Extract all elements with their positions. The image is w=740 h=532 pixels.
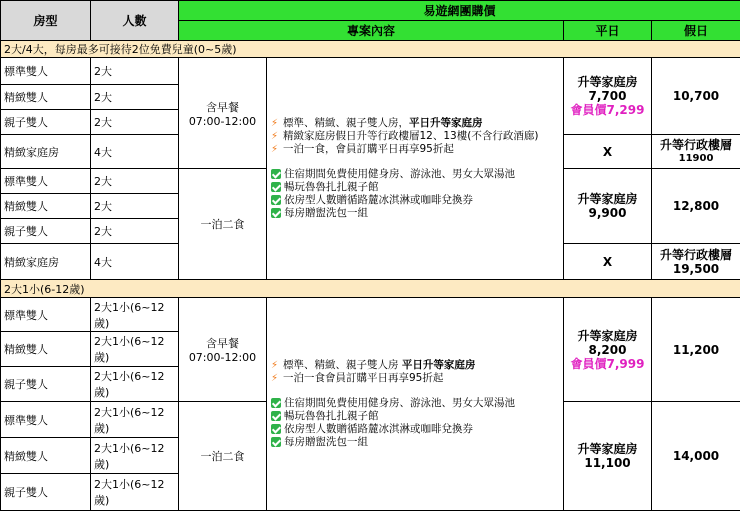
upgrade-label: 升等家庭房 xyxy=(577,442,638,456)
content-line: 標準、精緻、親子雙人房，平日升等家庭房 xyxy=(283,117,483,129)
check-icon xyxy=(271,208,281,218)
check-icon xyxy=(271,182,281,192)
upgrade-label: 升等家庭房 xyxy=(577,328,638,343)
weekday-price: X xyxy=(564,135,652,169)
header-content: 專案內容 xyxy=(179,21,564,41)
guest-count: 2大1小(6~12歲) xyxy=(91,298,179,332)
upgrade-label: 升等行政樓層 xyxy=(660,137,733,152)
section-title: 2大1小(6-12歲) xyxy=(1,280,740,298)
plan-name: 含早餐 xyxy=(206,100,239,114)
section-title: 2大/4大，每房最多可接待2位免費兒童(0~5歲) xyxy=(1,41,740,58)
guest-count: 2大 xyxy=(91,110,179,135)
holiday-price: 10,700 xyxy=(652,58,740,135)
plan-breakfast-cell xyxy=(179,298,267,402)
lightning-icon: ⚡ xyxy=(271,360,279,371)
guest-count: 4大 xyxy=(91,135,179,169)
room-type: 標準雙人 xyxy=(1,169,91,194)
room-type: 親子雙人 xyxy=(1,474,91,511)
lightning-icon: ⚡ xyxy=(271,144,279,155)
check-icon xyxy=(271,411,281,421)
check-icon xyxy=(271,424,281,434)
content-line: 暢玩魯魯扎扎親子館 xyxy=(284,410,379,422)
weekday-price-cell xyxy=(564,58,652,135)
content-line: 每房贈盥洗包一組 xyxy=(284,207,368,219)
room-type: 精緻家庭房 xyxy=(1,135,91,169)
room-type: 精緻雙人 xyxy=(1,332,91,367)
plan-content-cell xyxy=(267,298,564,511)
member-price: 會員價7,299 xyxy=(570,103,645,117)
guest-count: 2大 xyxy=(91,85,179,110)
plan-dinner: 一泊二食 xyxy=(179,402,267,511)
upgrade-label: 升等家庭房 xyxy=(577,75,638,89)
holiday-price: 11900 xyxy=(678,152,714,164)
weekday-price-cell xyxy=(564,298,652,402)
guest-count: 2大 xyxy=(91,219,179,244)
room-type: 親子雙人 xyxy=(1,367,91,402)
guest-count: 2大 xyxy=(91,58,179,85)
lightning-icon: ⚡ xyxy=(271,118,279,129)
content-line: 依房型人數贈循路麓冰淇淋或咖啡兌換券 xyxy=(284,423,473,435)
room-type: 標準雙人 xyxy=(1,298,91,332)
holiday-price: 12,800 xyxy=(652,169,740,244)
room-type: 親子雙人 xyxy=(1,110,91,135)
upgrade-label: 升等行政樓層 xyxy=(660,247,733,262)
weekday-price: 7,700 xyxy=(588,89,627,103)
holiday-price: 14,000 xyxy=(652,402,740,511)
weekday-price: 8,200 xyxy=(588,342,627,357)
room-type: 親子雙人 xyxy=(1,219,91,244)
guest-count: 2大1小(6~12歲) xyxy=(91,332,179,367)
guest-count: 2大1小(6~12歲) xyxy=(91,474,179,511)
holiday-price: 11,200 xyxy=(652,298,740,402)
content-line: 住宿期間免費使用健身房、游泳池、男女大眾湯池 xyxy=(284,168,515,180)
guest-count: 2大1小(6~12歲) xyxy=(91,438,179,474)
weekday-price-cell xyxy=(564,402,652,511)
header-weekday: 平日 xyxy=(564,21,652,41)
guest-count: 2大1小(6~12歲) xyxy=(91,367,179,402)
weekday-price: 11,100 xyxy=(584,456,631,470)
room-type: 標準雙人 xyxy=(1,402,91,438)
content-line: 依房型人數贈循路麓冰淇淋或咖啡兌換券 xyxy=(284,194,473,206)
plan-breakfast-cell xyxy=(179,58,267,169)
weekday-price: 9,900 xyxy=(588,206,627,220)
room-type: 標準雙人 xyxy=(1,58,91,85)
holiday-price: 19,500 xyxy=(672,261,720,276)
weekday-price: X xyxy=(564,244,652,280)
check-icon xyxy=(271,195,281,205)
header-site-price: 易遊網團購價 xyxy=(179,1,740,21)
plan-time: 07:00-12:00 xyxy=(188,114,257,128)
plan-content-cell xyxy=(267,58,564,280)
guest-count: 2大 xyxy=(91,194,179,219)
member-price: 會員價7,999 xyxy=(570,356,645,371)
content-line: 一泊一食，會員訂購平日再享95折起 xyxy=(283,143,454,155)
check-icon xyxy=(271,437,281,447)
check-icon xyxy=(271,169,281,179)
room-type: 精緻雙人 xyxy=(1,438,91,474)
plan-time: 07:00-12:00 xyxy=(188,351,257,364)
lightning-icon: ⚡ xyxy=(271,373,279,384)
guest-count: 4大 xyxy=(91,244,179,280)
guest-count: 2大 xyxy=(91,169,179,194)
plan-dinner: 一泊二食 xyxy=(179,169,267,280)
room-type: 精緻家庭房 xyxy=(1,244,91,280)
guest-count: 2大1小(6~12歲) xyxy=(91,402,179,438)
room-type: 精緻雙人 xyxy=(1,85,91,110)
header-guests: 人數 xyxy=(91,1,179,41)
lightning-icon: ⚡ xyxy=(271,131,279,142)
content-line: 一泊一食會員訂購平日再享95折起 xyxy=(283,372,444,384)
header-holiday: 假日 xyxy=(652,21,740,41)
header-room-type: 房型 xyxy=(1,1,91,41)
content-line: 住宿期間免費使用健身房、游泳池、男女大眾湯池 xyxy=(284,397,515,409)
plan-name: 含早餐 xyxy=(206,337,239,350)
content-line: 精緻家庭房假日升等行政樓層12、13樓(不含行政酒廊) xyxy=(283,130,539,142)
content-line: 每房贈盥洗包一組 xyxy=(284,436,368,448)
room-type: 精緻雙人 xyxy=(1,194,91,219)
content-line: 暢玩魯魯扎扎親子館 xyxy=(284,181,379,193)
holiday-price-cell xyxy=(652,244,740,280)
check-icon xyxy=(271,398,281,408)
content-line: 標準、精緻、親子雙人房 平日升等家庭房 xyxy=(283,359,476,371)
weekday-price-cell xyxy=(564,169,652,244)
upgrade-label: 升等家庭房 xyxy=(577,192,638,206)
holiday-price-cell xyxy=(652,135,740,169)
